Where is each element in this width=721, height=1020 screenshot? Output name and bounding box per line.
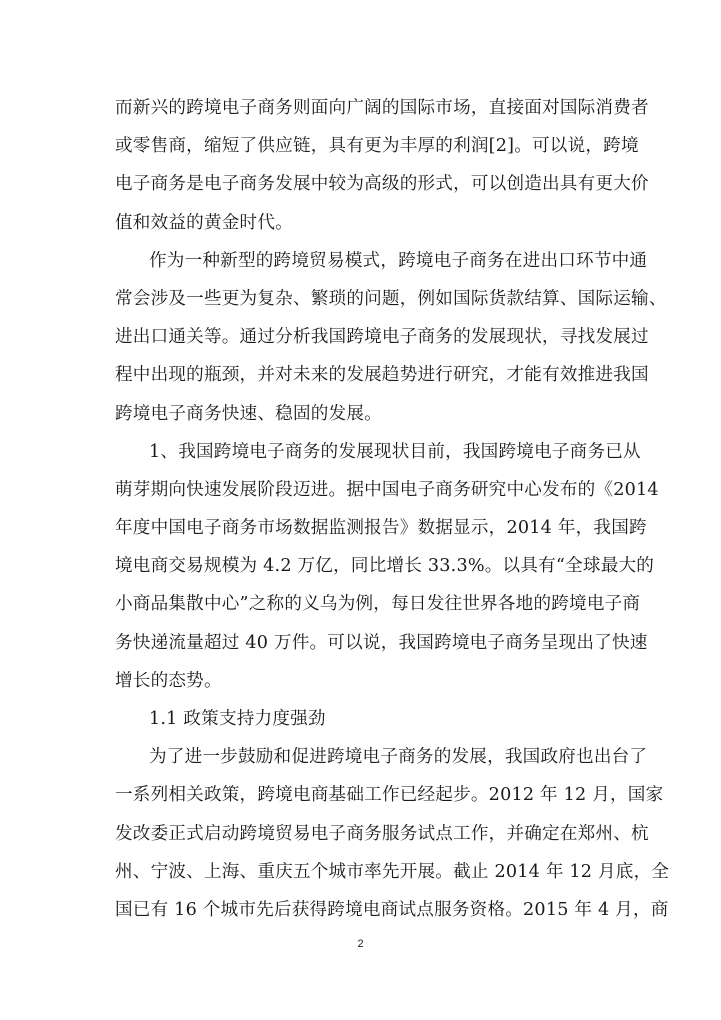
section-heading-line: 1、我国跨境电子商务的发展现状目前，我国跨境电子商务已从 [149,441,641,462]
text-line: 增长的态势。 [115,670,222,691]
text-line: 进出口通关等。通过分析我国跨境电子商务的发展现状，寻找发展过 [115,327,649,348]
paragraph-first-line: 为了进一步鼓励和促进跨境电子商务的发展，我国政府也出台了 [149,747,648,768]
text-line: 州、宁波、上海、重庆五个城市率先开展。截止 2014 年 12 月底，全 [115,861,670,882]
text-line: 或零售商，缩短了供应链，具有更为丰厚的利润[2]。可以说，跨境 [115,136,639,157]
page-number: 2 [357,938,364,950]
text-line: 小商品集散中心”之称的义乌为例，每日发往世界各地的跨境电子商 [115,594,641,615]
paragraph-first-line: 作为一种新型的跨境贸易模式，跨境电子商务在进出口环节中通 [149,250,648,271]
text-line: 年度中国电子商务市场数据监测报告》数据显示，2014 年，我国跨 [115,518,647,539]
text-line: 务快递流量超过 40 万件。可以说，我国跨境电子商务呈现出了快速 [115,632,648,653]
text-line: 一系列相关政策，跨境电商基础工作已经起步。2012 年 12 月，国家 [115,785,664,806]
text-line: 萌芽期向快速发展阶段迈进。据中国电子商务研究中心发布的《2014 [115,479,659,500]
text-line: 而新兴的跨境电子商务则面向广阔的国际市场，直接面对国际消费者 [115,98,649,118]
text-line: 发改委正式启动跨境贸易电子商务服务试点工作，并确定在郑州、杭 [115,823,649,844]
subsection-heading: 1.1 政策支持力度强劲 [149,709,326,729]
text-line: 常会涉及一些更为复杂、繁琐的问题，例如国际货款结算、国际运输、 [115,288,667,309]
text-line: 跨境电子商务快速、稳固的发展。 [115,403,382,424]
text-line: 值和效益的黄金时代。 [115,212,293,233]
text-line: 国已有 16 个城市先后获得跨境电商试点服务资格。2015 年 4 月，商 [115,899,669,920]
text-line: 程中出现的瓶颈，并对未来的发展趋势进行研究，才能有效推进我国 [115,365,649,386]
body-text [115,89,670,929]
text-line: 电子商务是电子商务发展中较为高级的形式，可以创造出具有更大价 [115,174,649,195]
text-line: 境电商交易规模为 4.2 万亿，同比增长 33.3%。以具有“全球最大的 [115,556,655,577]
